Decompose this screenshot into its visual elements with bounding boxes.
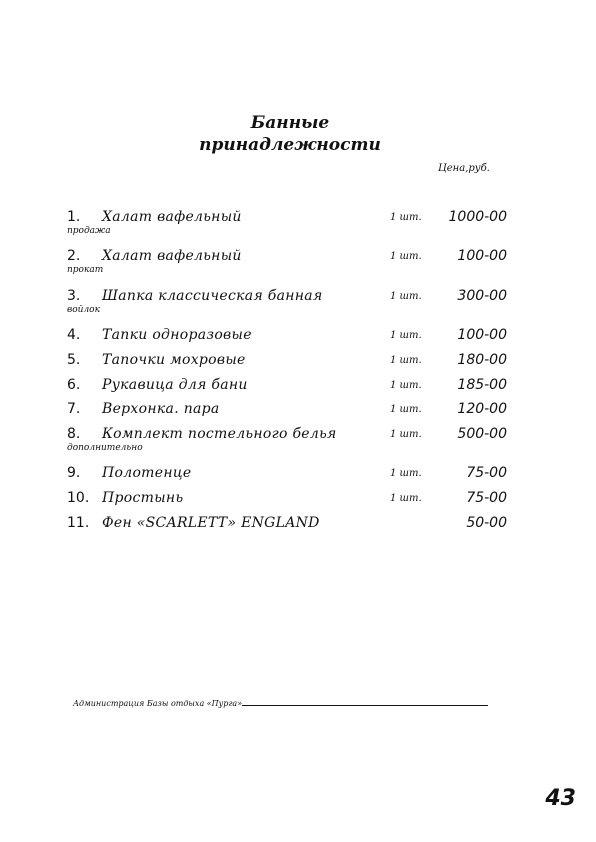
item-price: 180-00 — [457, 352, 507, 368]
item-number: 11. — [67, 515, 90, 531]
item-name: Верхонка. пара — [102, 401, 220, 417]
item-number: 5. — [67, 352, 81, 368]
item-quantity: 1 шт. — [390, 404, 422, 415]
item-quantity: 1 шт. — [390, 493, 422, 504]
signature-underline — [242, 697, 488, 706]
item-quantity: 1 шт. — [390, 251, 422, 262]
item-name: Комплект постельного белья — [102, 426, 337, 442]
footer-signature-line — [73, 697, 488, 708]
item-quantity: 1 шт. — [390, 380, 422, 391]
list-item — [0, 327, 596, 347]
item-price: 120-00 — [457, 401, 507, 417]
item-price: 100-00 — [457, 327, 507, 343]
item-number: 7. — [67, 401, 81, 417]
item-name: Шапка классическая банная — [102, 288, 323, 304]
item-number: 8. — [67, 426, 81, 442]
item-price: 300-00 — [457, 288, 507, 304]
page-title-line-1: Банные — [250, 113, 330, 133]
item-number: 3. — [67, 288, 81, 304]
list-item — [0, 352, 596, 372]
item-name: Тапочки мохровые — [102, 352, 246, 368]
list-item — [0, 490, 596, 510]
item-number: 9. — [67, 465, 81, 481]
item-price: 50-00 — [466, 515, 507, 531]
item-number: 1. — [67, 209, 81, 225]
item-price: 75-00 — [466, 465, 507, 481]
item-price: 500-00 — [457, 426, 507, 442]
item-note: дополнительно — [67, 443, 143, 453]
item-name: Тапки одноразовые — [102, 327, 252, 343]
item-name: Полотенце — [102, 465, 192, 481]
item-note: войлок — [67, 305, 100, 315]
item-number: 4. — [67, 327, 81, 343]
item-name: Рукавица для бани — [102, 377, 248, 393]
page-number: 43 — [545, 786, 576, 811]
item-quantity: 1 шт. — [390, 330, 422, 341]
item-price: 75-00 — [466, 490, 507, 506]
item-price: 1000-00 — [448, 209, 507, 225]
footer-text: Администрация Базы отдыха «Пурга» — [73, 699, 243, 708]
item-name: Простынь — [102, 490, 184, 506]
price-column-header: Цена,руб. — [438, 163, 490, 174]
list-item — [0, 465, 596, 485]
item-quantity: 1 шт. — [390, 468, 422, 479]
page-title-line-2: принадлежности — [199, 135, 381, 155]
item-number: 2. — [67, 248, 81, 264]
item-name: Халат вафельный — [102, 248, 242, 264]
item-quantity: 1 шт. — [390, 291, 422, 302]
item-name: Халат вафельный — [102, 209, 242, 225]
item-price: 100-00 — [457, 248, 507, 264]
list-item — [0, 515, 596, 535]
item-quantity: 1 шт. — [390, 355, 422, 366]
item-number: 6. — [67, 377, 81, 393]
list-item — [0, 377, 596, 397]
item-quantity: 1 шт. — [390, 212, 422, 223]
item-price: 185-00 — [457, 377, 507, 393]
item-note: продажа — [67, 226, 111, 236]
item-name: Фен «SCARLETT» ENGLAND — [102, 515, 320, 531]
item-note: прокат — [67, 265, 104, 275]
item-quantity: 1 шт. — [390, 429, 422, 440]
item-number: 10. — [67, 490, 90, 506]
list-item — [0, 401, 596, 421]
